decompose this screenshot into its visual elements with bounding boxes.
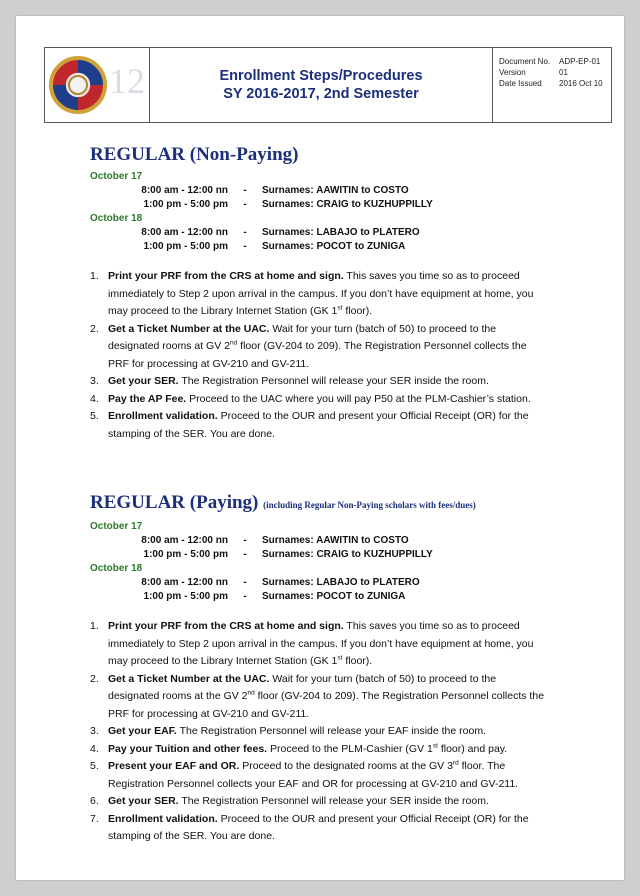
- schedule-slot: 8:00 am - 12:00 nn - Surnames: AAWITIN to COSTO: [141, 535, 409, 546]
- meta-value-doc-no: ADP-EP-01: [559, 57, 601, 66]
- schedule-day: October 17: [90, 521, 143, 532]
- title-line-1: Enrollment Steps/Procedures: [219, 68, 423, 84]
- step-item: 1. Print your PRF from the CRS at home and sign. This saves you time so as to proceed immediately to Step 2 upon arrival in the campus. If you don’t have equipment at home, you may proceed to the Library Internet Station (GK 1st floor).: [90, 270, 534, 317]
- section-note: (including Regular Non-Paying scholars with fees/dues): [263, 500, 476, 510]
- meta-value-date: 2016 Oct 10: [559, 79, 603, 88]
- step-item: 7. Enrollment validation. Proceed to the OUR and present your Official Receipt (OR) for the stamping of the SER. You are done.: [90, 812, 529, 842]
- step-item: 3. Get your SER. The Registration Personnel will release your SER inside the room.: [90, 375, 489, 387]
- schedule-slot: 1:00 pm - 5:00 pm - Surnames: CRAIG to KUZHUPPILLY: [143, 549, 433, 560]
- schedule-day: October 18: [90, 213, 143, 224]
- document-title: [150, 48, 493, 122]
- schedule-slot: 1:00 pm - 5:00 pm - Surnames: CRAIG to KUZHUPPILLY: [143, 199, 433, 210]
- schedule-day: October 17: [90, 171, 143, 182]
- document-meta: [493, 48, 611, 122]
- logo-cell: [45, 48, 150, 122]
- section-regular-paying: [90, 492, 550, 846]
- section-title: REGULAR (Non-Paying): [90, 144, 299, 165]
- step-item: 1. Print your PRF from the CRS at home and sign. This saves you time so as to proceed immediately to Step 2 upon arrival in the campus. If you don’t have equipment at home, you may proceed to the Library Internet Station (GK 1st floor).: [90, 620, 534, 667]
- step-item: 2. Get a Ticket Number at the UAC. Wait for your turn (batch of 50) to proceed to the designated rooms at GV 2nd floor (GV-204 to 209). The Registration Personnel collects the PRF for processing at GV-210 and GV-211.: [90, 322, 527, 370]
- meta-value-version: 01: [559, 68, 568, 77]
- schedule-slot: 1:00 pm - 5:00 pm - Surnames: POCOT to ZUNIGA: [143, 241, 406, 252]
- schedule-day: October 18: [90, 563, 143, 574]
- title-line-2: SY 2016-2017, 2nd Semester: [223, 86, 419, 102]
- schedule-slot: 1:00 pm - 5:00 pm - Surnames: POCOT to ZUNIGA: [143, 591, 406, 602]
- step-item: 4. Pay the AP Fee. Proceed to the UAC where you will pay P50 at the PLM-Cashier’s station.: [90, 392, 531, 405]
- step-item: 6. Get your SER. The Registration Personnel will release your SER inside the room.: [90, 795, 489, 807]
- header-watermark: 12: [109, 61, 145, 101]
- step-item: 3. Get your EAF. The Registration Personnel will release your EAF inside the room.: [90, 725, 486, 737]
- schedule-slot: 8:00 am - 12:00 nn - Surnames: LABAJO to PLATERO: [141, 227, 420, 238]
- section-title: REGULAR (Paying) (including Regular Non-Paying scholars with fees/dues): [90, 492, 476, 513]
- schedule: [90, 170, 550, 254]
- step-item: 5. Present your EAF and OR. Proceed to the designated rooms at the GV 3rd floor. The Registration Personnel collects your EAF and OR for processing at GV-210 and GV-211.: [90, 759, 519, 790]
- step-item: 2. Get a Ticket Number at the UAC. Wait for your turn (batch of 50) to proceed to the designated rooms at the GV 2nd floor (GV-204 to 209). The Registration Personnel collects the PRF for processing at GV-210 and GV-211.: [90, 672, 545, 720]
- schedule-slot: 8:00 am - 12:00 nn - Surnames: AAWITIN to COSTO: [141, 185, 409, 196]
- schedule: [90, 520, 550, 604]
- meta-label-date: Date Issued: [499, 79, 542, 88]
- document-page: [16, 16, 624, 880]
- step-item: 5. Enrollment validation. Proceed to the OUR and present your Official Receipt (OR) for the stamping of the SER. You are done.: [90, 410, 529, 440]
- document-header: [44, 47, 612, 123]
- section-regular-non-paying: [90, 144, 550, 443]
- steps-list: [90, 618, 550, 846]
- step-item: 4. Pay your Tuition and other fees. Proceed to the PLM-Cashier (GV 1st floor) and pay.: [90, 742, 508, 755]
- steps-list: [90, 268, 550, 443]
- schedule-slot: 8:00 am - 12:00 nn - Surnames: LABAJO to PLATERO: [141, 577, 420, 588]
- meta-label-doc-no: Document No.: [499, 57, 551, 66]
- university-seal-icon: [49, 56, 107, 114]
- meta-label-version: Version: [499, 68, 526, 77]
